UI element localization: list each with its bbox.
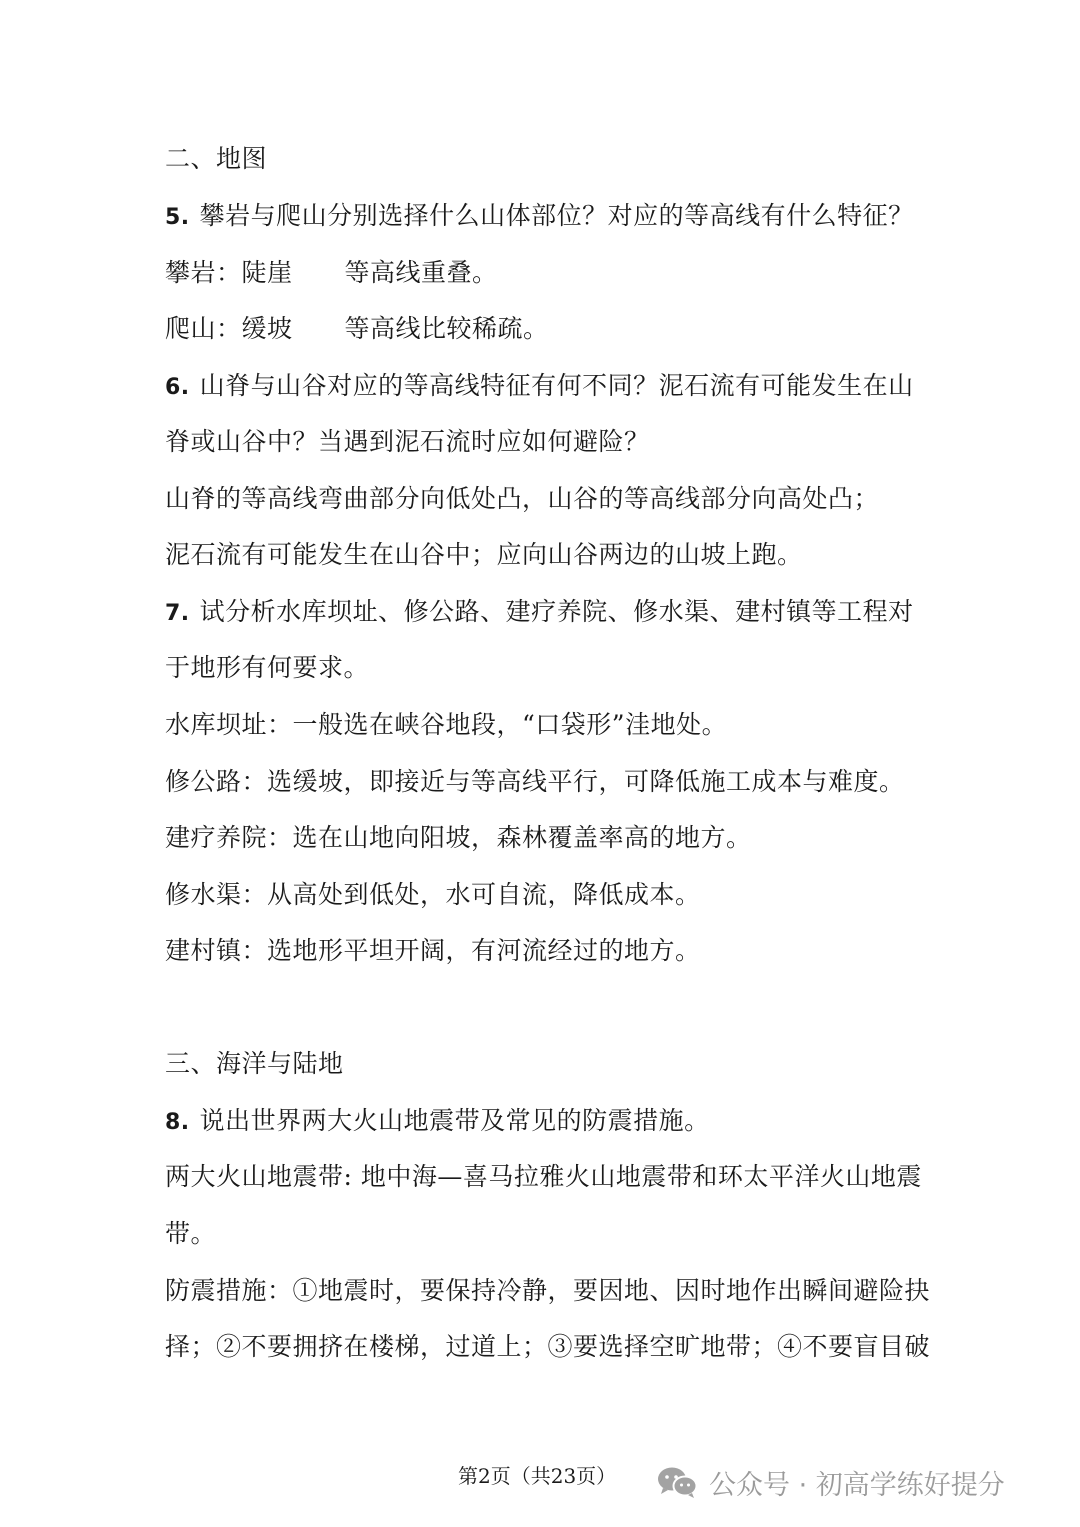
- section-heading-map: 二、地图: [165, 144, 268, 173]
- answer-line: 两大火山地震带: 地中海—喜马拉雅火山地震带和环太平洋火山地震: [165, 1162, 922, 1191]
- answer-line: 防震措施：①地震时，要保持冷静，要因地、因时地作出瞬间避险抉: [165, 1276, 931, 1305]
- answer-line: 水库坝址：一般选在峡谷地段，“口袋形”洼地处。: [165, 710, 728, 739]
- answer-line: 建疗养院：选在山地向阳坡，森林覆盖率高的地方。: [165, 823, 752, 852]
- question-7-cont: 于地形有何要求。: [165, 653, 370, 682]
- answer-line: 择；②不要拥挤在楼梯，过道上；③要选择空旷地带；④不要盲目破: [165, 1332, 931, 1361]
- answer-line: 攀岩：陡崖 等高线重叠。: [165, 258, 498, 287]
- question-number: 8.: [165, 1110, 190, 1135]
- watermark: [655, 1462, 1005, 1502]
- watermark-text: 公众号 · 初高学练好提分: [709, 1469, 1005, 1501]
- question-number: 6.: [165, 375, 190, 400]
- answer-line: 修水渠：从高处到低处，水可自流，降低成本。: [165, 880, 701, 909]
- question-8: 8. 说出世界两大火山地震带及常见的防震措施。: [165, 1106, 710, 1135]
- question-6-cont: 脊或山谷中？当遇到泥石流时应如何避险？: [165, 427, 650, 456]
- page-number: 第2页（共23页）: [458, 1464, 617, 1488]
- answer-line: 山脊的等高线弯曲部分向低处凸，山谷的等高线部分向高处凸；: [165, 484, 880, 513]
- section-heading-ocean-land: 三、海洋与陆地: [165, 1049, 344, 1078]
- question-7: 7. 试分析水库坝址、修公路、建疗养院、修水渠、建村镇等工程对: [165, 597, 914, 626]
- answer-line: 修公路：选缓坡，即接近与等高线平行，可降低施工成本与难度。: [165, 767, 905, 796]
- answer-line: 建村镇：选地形平坦开阔，有河流经过的地方。: [165, 936, 701, 965]
- question-number: 5.: [165, 205, 190, 230]
- question-number: 7.: [165, 601, 190, 626]
- wechat-icon: [655, 1465, 699, 1499]
- answer-line: 带。: [165, 1219, 217, 1248]
- answer-line: 爬山：缓坡 等高线比较稀疏。: [165, 314, 549, 343]
- question-6: 6. 山脊与山谷对应的等高线特征有何不同？泥石流有可能发生在山: [165, 371, 914, 400]
- question-5: 5. 攀岩与爬山分别选择什么山体部位？对应的等高线有什么特征？: [165, 201, 914, 230]
- answer-line: 泥石流有可能发生在山谷中；应向山谷两边的山坡上跑。: [165, 540, 803, 569]
